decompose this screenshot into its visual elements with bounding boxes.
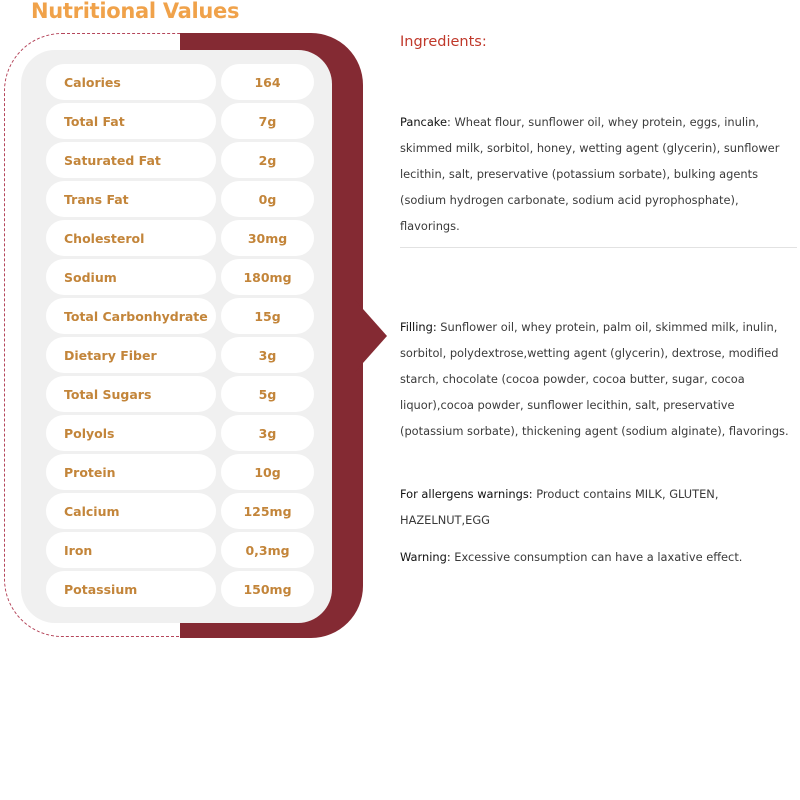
filling-paragraph <box>400 314 792 444</box>
nutrient-name: Total Fat <box>46 103 216 139</box>
nutrition-row <box>46 220 314 256</box>
nutrient-value: 7g <box>221 103 314 139</box>
section-divider <box>400 247 797 248</box>
nutrient-value: 10g <box>221 454 314 490</box>
nutrient-name: Polyols <box>46 415 216 451</box>
pancake-paragraph <box>400 109 792 239</box>
nutrition-row <box>46 415 314 451</box>
nutrient-value: 0g <box>221 181 314 217</box>
pointer-shape <box>355 300 387 372</box>
nutrition-row <box>46 571 314 607</box>
nutrient-value: 3g <box>221 415 314 451</box>
allergens-label: For allergens warnings: <box>400 487 533 501</box>
nutrition-row <box>46 64 314 100</box>
filling-text: Sunflower oil, whey protein, palm oil, skimmed milk, inulin, sorbitol, polydextrose,wetting agent (glycerin), dextrose, modified starch, chocolate (cocoa powder, cocoa butter, sugar, cocoa liquor),cocoa powder, sunflower lecithin, salt, preservative (potassium sorbate), thickening agent (sodium alginate), flavorings. <box>400 320 789 438</box>
nutrition-table <box>46 64 314 610</box>
filling-label: Filling: <box>400 320 437 334</box>
nutrition-row <box>46 337 314 373</box>
nutrition-row <box>46 259 314 295</box>
nutrient-value: 5g <box>221 376 314 412</box>
nutrient-name: Iron <box>46 532 216 568</box>
warning-paragraph <box>400 544 792 570</box>
nutrient-value: 0,3mg <box>221 532 314 568</box>
nutrition-row <box>46 454 314 490</box>
page-title: Nutritional Values <box>31 0 240 23</box>
nutrient-name: Calcium <box>46 493 216 529</box>
pointer-arrow <box>355 300 389 372</box>
nutrient-value: 125mg <box>221 493 314 529</box>
nutrient-value: 15g <box>221 298 314 334</box>
nutrient-name: Dietary Fiber <box>46 337 216 373</box>
nutrient-name: Sodium <box>46 259 216 295</box>
nutrient-value: 180mg <box>221 259 314 295</box>
nutrient-name: Potassium <box>46 571 216 607</box>
nutrient-name: Total Carbonhydrate <box>46 298 216 334</box>
ingredients-heading: Ingredients: <box>400 34 487 50</box>
pancake-text: : Wheat flour, sunflower oil, whey protein, eggs, inulin, skimmed milk, sorbitol, honey, wetting agent (glycerin), sunflower lecithin, salt, preservative (potassium sorbate), bulking agents (sodium hydrogen carbonate, sodium acid pyrophosphate), flavorings. <box>400 115 780 233</box>
nutrition-row <box>46 142 314 178</box>
nutrient-name: Total Sugars <box>46 376 216 412</box>
nutrient-name: Saturated Fat <box>46 142 216 178</box>
nutrient-value: 2g <box>221 142 314 178</box>
nutrient-name: Trans Fat <box>46 181 216 217</box>
warning-label: Warning: <box>400 550 451 564</box>
nutrition-row <box>46 493 314 529</box>
nutrient-value: 3g <box>221 337 314 373</box>
nutrient-value: 164 <box>221 64 314 100</box>
nutrition-row <box>46 103 314 139</box>
pancake-label: Pancake <box>400 115 447 129</box>
nutrition-row <box>46 376 314 412</box>
warning-text: Excessive consumption can have a laxative effect. <box>450 550 743 564</box>
nutrient-value: 30mg <box>221 220 314 256</box>
nutrient-name: Calories <box>46 64 216 100</box>
nutrition-row <box>46 298 314 334</box>
nutrition-row <box>46 532 314 568</box>
nutrition-row <box>46 181 314 217</box>
nutrient-name: Cholesterol <box>46 220 216 256</box>
allergens-text: Product contains MILK, GLUTEN, HAZELNUT,EGG <box>400 487 719 527</box>
nutrient-value: 150mg <box>221 571 314 607</box>
nutrient-name: Protein <box>46 454 216 490</box>
allergens-paragraph <box>400 481 792 533</box>
